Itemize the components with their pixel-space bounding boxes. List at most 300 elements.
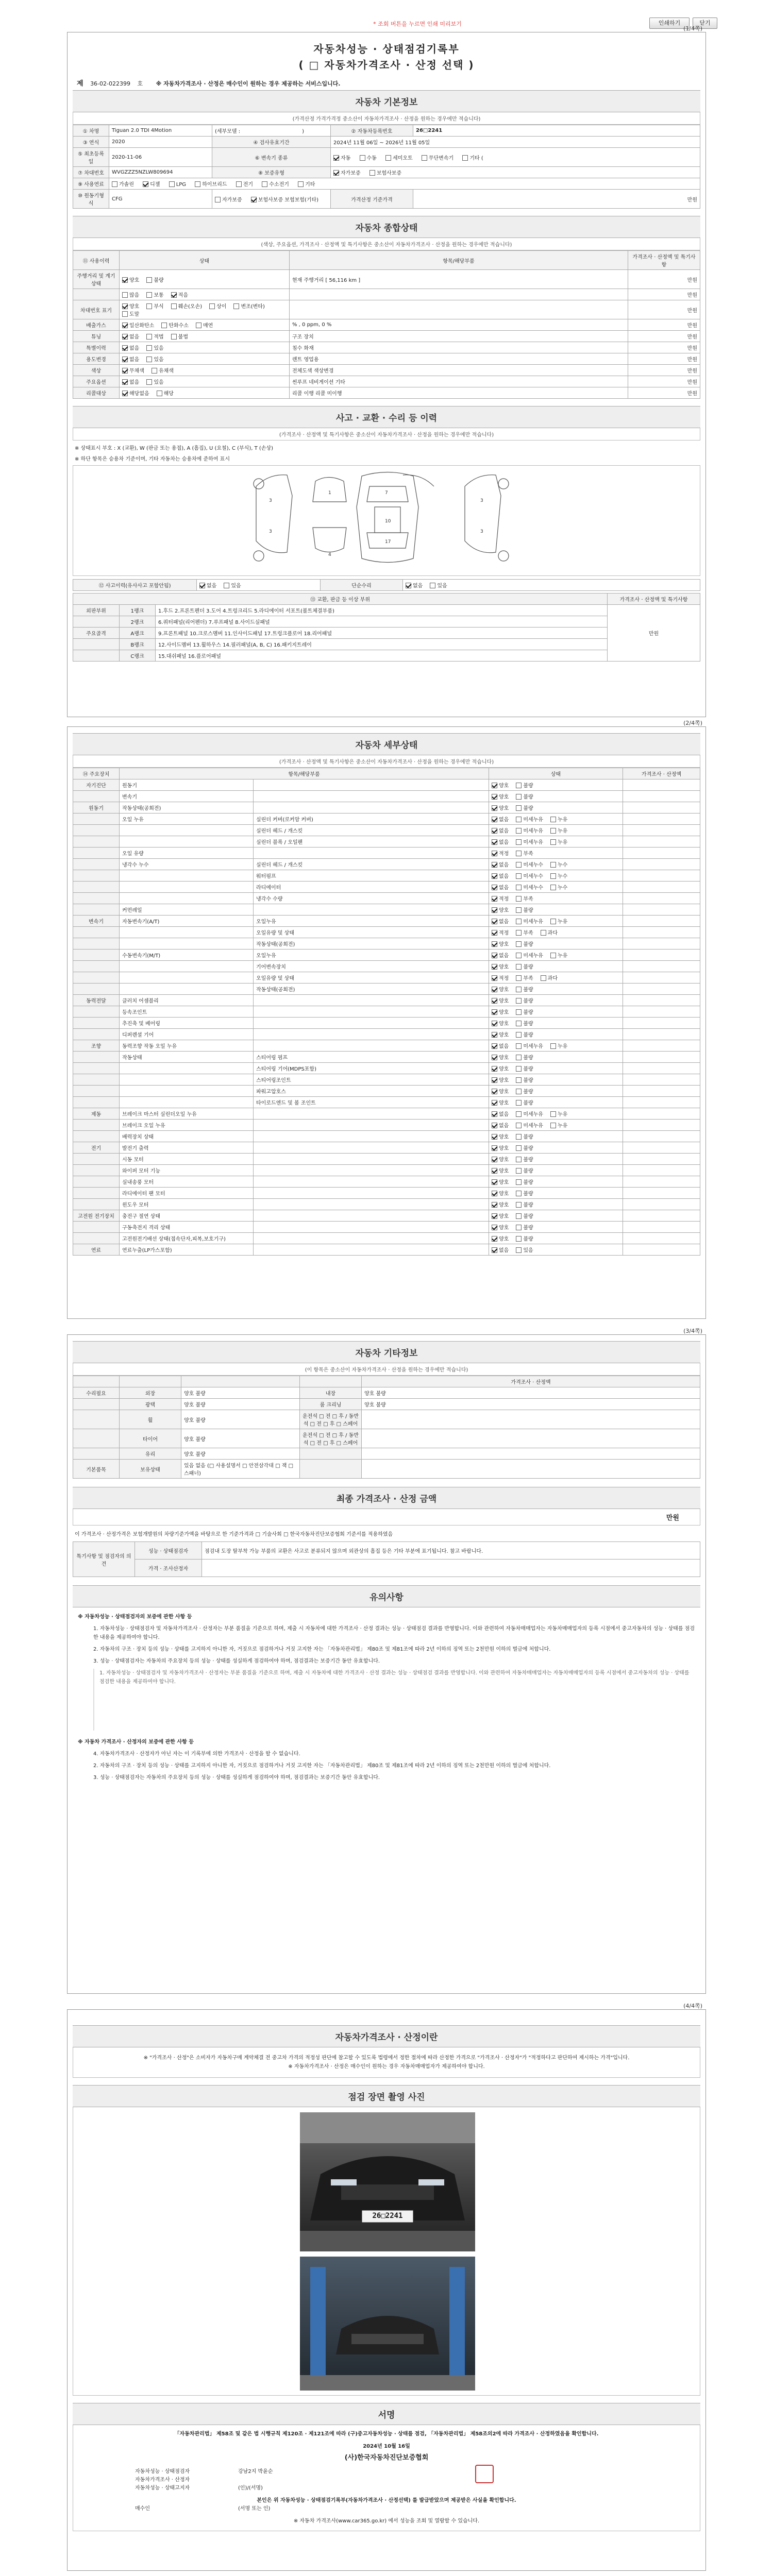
option-label: 누수 bbox=[557, 862, 568, 868]
opt: 세미오토 bbox=[393, 155, 413, 161]
receiver-value: (서명 또는 인) bbox=[238, 2505, 271, 2512]
issue-date: 2024년 10월 16일 bbox=[363, 2444, 410, 2449]
detail-row bbox=[73, 791, 700, 802]
other-cell: 보유상태 bbox=[120, 1460, 181, 1479]
option bbox=[146, 291, 163, 298]
status-options bbox=[489, 961, 623, 972]
notice-para: 2. 자동차의 구조 · 장치 등의 성능 · 상태를 고지하지 아니한 자, 거짓으로 점검하거나 거짓 고지한 자는 「자동차관리법」 제80조 및 제81조에 따라 2년 이하의 징역 또는 2천만원 이하의 벌금에 처합니다. bbox=[93, 1763, 551, 1769]
frame-table bbox=[73, 593, 700, 662]
option bbox=[541, 974, 558, 981]
option-label: 상이 bbox=[216, 304, 227, 310]
detail-row bbox=[73, 1074, 700, 1086]
option bbox=[492, 1155, 509, 1163]
option bbox=[516, 849, 533, 857]
car-front-image bbox=[300, 2112, 475, 2251]
detail-group bbox=[73, 1052, 120, 1063]
document-title: 자동차성능 · 상태점검기록부 bbox=[313, 43, 460, 55]
option-label: 불량 bbox=[523, 1010, 533, 1015]
checkbox bbox=[422, 155, 427, 161]
option-label: 양호 bbox=[499, 1157, 509, 1163]
option-label: 부족 bbox=[523, 930, 533, 936]
detail-row bbox=[73, 1086, 700, 1097]
detail-price bbox=[623, 1120, 700, 1131]
status-options bbox=[489, 825, 623, 836]
doc-number: 36-02-022399 bbox=[90, 80, 130, 87]
opt: 전기 bbox=[243, 182, 254, 188]
status-options bbox=[489, 1188, 623, 1199]
status-options bbox=[120, 289, 290, 300]
checkbox bbox=[516, 930, 522, 936]
detail-subpart bbox=[254, 1131, 489, 1142]
option-label: 훼손(오손) bbox=[178, 304, 203, 310]
label-appraiser: 가격 · 조사산정자 bbox=[135, 1560, 202, 1577]
frame-price: 만원 bbox=[608, 605, 700, 662]
detail-group: 자기진단 bbox=[73, 779, 120, 791]
checkbox bbox=[492, 1089, 497, 1094]
summary-item: 색상 bbox=[73, 365, 120, 376]
svg-text:3: 3 bbox=[269, 529, 272, 534]
detail-price bbox=[623, 1244, 700, 1256]
option-label: 양호 bbox=[499, 998, 509, 1004]
detail-part: 시동 모터 bbox=[120, 1154, 254, 1165]
photo-title: 점검 장면 촬영 사진 bbox=[73, 2085, 700, 2107]
frame-row bbox=[73, 650, 700, 662]
option-label: 누수 bbox=[557, 885, 568, 891]
detail-subpart: 스티어링조인트 bbox=[254, 1074, 489, 1086]
option bbox=[516, 1200, 533, 1208]
detail-price bbox=[623, 779, 700, 791]
status-options bbox=[489, 1165, 623, 1176]
opt: 없음 bbox=[413, 583, 423, 589]
checkbox bbox=[516, 1100, 522, 1106]
detail-part bbox=[120, 972, 254, 984]
other-cell bbox=[73, 1410, 120, 1429]
summary-row bbox=[73, 270, 700, 289]
label-inspector: 성능 · 상태점검자 bbox=[135, 1542, 202, 1560]
detail-row bbox=[73, 1176, 700, 1188]
checkbox bbox=[146, 303, 152, 309]
th: 가격조사 · 산정액 및 특기사항 bbox=[628, 251, 700, 270]
option bbox=[171, 332, 188, 340]
checkbox bbox=[550, 1043, 556, 1049]
option bbox=[516, 1132, 533, 1140]
checkbox bbox=[492, 1111, 497, 1117]
signer-label: 자동차가격조사 · 산정자 bbox=[135, 2477, 190, 2483]
option-label: 적정 bbox=[499, 976, 509, 981]
status-options bbox=[120, 387, 290, 399]
print-button[interactable]: 인쇄하기 bbox=[649, 18, 690, 29]
detail-subpart bbox=[254, 1199, 489, 1210]
option-label: 미세누유 bbox=[523, 953, 543, 959]
option-label: 양호 bbox=[499, 1089, 509, 1095]
checkbox bbox=[492, 873, 497, 879]
option bbox=[146, 344, 163, 351]
option-label: 누유 bbox=[557, 817, 568, 823]
detail-group bbox=[73, 1029, 120, 1040]
frame-row bbox=[73, 605, 700, 616]
checkbox bbox=[406, 583, 411, 588]
option bbox=[550, 883, 567, 891]
option-label: 과다 bbox=[547, 976, 558, 981]
frame-items: 12.사이드멤버 13.휠하우스 14.필러패널(A, B, C) 16.패키지트레이 bbox=[156, 639, 608, 650]
summary-item: 특별이력 bbox=[73, 342, 120, 353]
frame-rank: 2랭크 bbox=[120, 616, 156, 628]
checkbox bbox=[143, 181, 148, 187]
option bbox=[492, 838, 509, 845]
detail-row bbox=[73, 1199, 700, 1210]
detail-group bbox=[73, 882, 120, 893]
option bbox=[492, 815, 509, 823]
th bbox=[181, 1376, 300, 1387]
checkbox bbox=[171, 292, 177, 298]
detail-row bbox=[73, 1154, 700, 1165]
option bbox=[516, 1178, 533, 1185]
detail-subpart bbox=[254, 995, 489, 1006]
summary-row bbox=[73, 289, 700, 300]
option bbox=[492, 1223, 509, 1231]
svg-text:10: 10 bbox=[385, 519, 391, 524]
option-label: 미세누수 bbox=[523, 885, 543, 891]
value-year: 2020 bbox=[109, 137, 212, 148]
detail-part: 작동상태 bbox=[120, 1052, 254, 1063]
detail-subpart bbox=[254, 1040, 489, 1052]
detail-group bbox=[73, 1131, 120, 1142]
checkbox bbox=[516, 1202, 522, 1208]
detail-row bbox=[73, 1029, 700, 1040]
checkbox bbox=[122, 391, 128, 396]
appraisal-intro bbox=[73, 2047, 700, 2078]
status-options bbox=[489, 904, 623, 916]
option-label: 적법 bbox=[154, 334, 164, 340]
other-cell: 내장 bbox=[300, 1387, 362, 1399]
checkbox bbox=[516, 1043, 522, 1049]
checkbox bbox=[122, 292, 128, 298]
section-basic-note: (가격산정 가격가격정 중소산이 자동차가격조사 · 산정을 원하는 경우에만 적습니다) bbox=[73, 112, 700, 125]
frame-row bbox=[73, 628, 700, 639]
detail-part bbox=[120, 882, 254, 893]
summary-detail: 리콜 이행 리콜 미이행 bbox=[290, 387, 628, 399]
option-label: 불법 bbox=[178, 334, 188, 340]
option-label: 양호 bbox=[499, 1146, 509, 1151]
option bbox=[492, 1019, 509, 1027]
option-label: 적정 bbox=[499, 851, 509, 857]
detail-part bbox=[120, 961, 254, 972]
detail-part: 고전원전기배선 상태(접속단자,피복,보호기구) bbox=[120, 1233, 254, 1244]
th: 항목/해당부품 bbox=[290, 251, 628, 270]
checkbox bbox=[550, 817, 556, 822]
frame-items: 9.프론트패널 10.크로스멤버 11.인사이드패널 17.트렁크플로어 18.리어패널 bbox=[156, 628, 608, 639]
option-label: 누유 bbox=[557, 1044, 568, 1049]
status-options bbox=[489, 779, 623, 791]
checkbox bbox=[251, 197, 257, 202]
option-label: 적음 bbox=[178, 293, 188, 298]
basic-info-table bbox=[73, 125, 700, 209]
detail-price bbox=[623, 893, 700, 904]
other-cell: 운전석 □ 전 □ 후 / 동반석 □ 전 □ 후 □ 스페어 bbox=[300, 1429, 362, 1448]
option bbox=[492, 1053, 509, 1061]
summary-price: 만원 bbox=[628, 319, 700, 331]
checkbox bbox=[516, 783, 522, 788]
th: 가격조사 · 산정액 및 특기사항 bbox=[608, 594, 700, 605]
option bbox=[516, 1121, 543, 1129]
status-options bbox=[489, 836, 623, 848]
checkbox bbox=[492, 1066, 497, 1072]
detail-part: 실내송풍 모터 bbox=[120, 1176, 254, 1188]
detail-subpart bbox=[254, 1018, 489, 1029]
detail-price bbox=[623, 791, 700, 802]
detail-subpart bbox=[254, 1210, 489, 1222]
option-label: 양호 bbox=[499, 1225, 509, 1231]
lift-photo bbox=[300, 2257, 475, 2391]
option bbox=[492, 860, 509, 868]
checkbox bbox=[430, 583, 435, 588]
status-options bbox=[489, 1210, 623, 1222]
status-options bbox=[489, 995, 623, 1006]
detail-price bbox=[623, 836, 700, 848]
opt: 자동 bbox=[341, 155, 351, 161]
checkbox bbox=[122, 334, 128, 340]
detail-group: 전기 bbox=[73, 1142, 120, 1154]
summary-row bbox=[73, 331, 700, 342]
detail-row bbox=[73, 779, 700, 791]
checkbox bbox=[516, 805, 522, 811]
option bbox=[516, 883, 543, 891]
option bbox=[122, 366, 144, 374]
status-options bbox=[120, 353, 290, 365]
detail-part: 동력조향 작동 오일 누유 bbox=[120, 1040, 254, 1052]
checkbox bbox=[550, 1111, 556, 1117]
th: 상태 bbox=[489, 768, 623, 779]
option-label: 양호 bbox=[499, 1021, 509, 1027]
option bbox=[516, 1189, 533, 1197]
option bbox=[492, 974, 509, 981]
status-options bbox=[120, 270, 290, 289]
option-label: 없음 bbox=[499, 817, 509, 823]
detail-subpart bbox=[254, 1154, 489, 1165]
summary-detail bbox=[290, 300, 628, 319]
detail-part bbox=[120, 938, 254, 950]
option bbox=[516, 1030, 533, 1038]
detail-price bbox=[623, 1063, 700, 1074]
option bbox=[492, 1246, 509, 1253]
summary-row bbox=[73, 365, 700, 376]
detail-row bbox=[73, 927, 700, 938]
close-button[interactable]: 닫기 bbox=[693, 18, 717, 29]
detail-group bbox=[73, 1018, 120, 1029]
doc-number-row bbox=[77, 78, 696, 86]
checkbox bbox=[516, 1168, 522, 1174]
notice-heading-a: ※ 자동차성능 · 상태점검자의 보증에 관한 사항 등 bbox=[78, 1614, 192, 1620]
option bbox=[492, 1042, 509, 1049]
other-table bbox=[73, 1376, 700, 1479]
other-cell: 양호 불량 bbox=[181, 1399, 300, 1410]
option-label: 양호 bbox=[499, 1180, 509, 1185]
option bbox=[122, 332, 139, 340]
frame-items: 1.후드 2.프론트펜더 3.도어 4.트렁크리드 5.라디에이터 서포트(볼트체결부품) bbox=[156, 605, 608, 616]
section-detail-note: (가격조사 · 산정액 및 특기사항은 중소산이 자동차가격조사 · 산정을 원하는 경우에만 적습니다) bbox=[73, 755, 700, 768]
option bbox=[516, 1110, 543, 1117]
detail-part bbox=[120, 870, 254, 882]
checkbox bbox=[492, 794, 497, 800]
summary-detail: 현재 주행거리 [ 56,116 km ] bbox=[290, 270, 628, 289]
detail-group bbox=[73, 848, 120, 859]
option bbox=[146, 355, 163, 363]
option-label: 불량 bbox=[523, 1055, 533, 1061]
notice-para: 3. 성능 · 상태점검자는 자동차의 주요장치 등의 성능 · 상태를 성실하게 점검하여야 하며, 점검결과는 보증기간 동안 유효합니다. bbox=[93, 1775, 380, 1781]
option-label: 없음 bbox=[499, 862, 509, 868]
checkbox bbox=[516, 998, 522, 1004]
checkbox bbox=[550, 885, 556, 890]
checkbox bbox=[492, 805, 497, 811]
seal-stamp bbox=[475, 2465, 494, 2483]
detail-subpart bbox=[254, 1176, 489, 1188]
option bbox=[122, 389, 149, 397]
option-label: 없음 bbox=[499, 953, 509, 959]
option bbox=[492, 996, 509, 1004]
option-label: 미세누유 bbox=[523, 840, 543, 845]
detail-subpart bbox=[254, 1142, 489, 1154]
option-label: 양호 bbox=[499, 942, 509, 947]
checkbox bbox=[516, 794, 522, 800]
detail-price bbox=[623, 904, 700, 916]
status-options bbox=[120, 331, 290, 342]
accident-history-table bbox=[73, 579, 700, 591]
label-warranty: ⑧ 보증유형 bbox=[212, 167, 331, 178]
summary-item bbox=[73, 289, 120, 300]
detail-price bbox=[623, 972, 700, 984]
checkbox bbox=[516, 1077, 522, 1083]
status-options bbox=[489, 814, 623, 825]
option bbox=[550, 838, 567, 845]
option-label: 부족 bbox=[523, 851, 533, 857]
detail-group bbox=[73, 972, 120, 984]
checkbox bbox=[550, 839, 556, 845]
option-label: 부족 bbox=[523, 896, 533, 902]
detail-price bbox=[623, 1040, 700, 1052]
detail-row bbox=[73, 984, 700, 995]
detail-row bbox=[73, 1131, 700, 1142]
detail-part: 충전구 절연 상태 bbox=[120, 1210, 254, 1222]
issuing-org: (사)한국자동차진단보증협회 bbox=[344, 2454, 429, 2462]
opt: 무단변속기 bbox=[428, 155, 454, 161]
option-label: 누유 bbox=[557, 840, 568, 845]
summary-item: 주행거리 및 계기상태 bbox=[73, 270, 120, 289]
opt: 보험사보증 보험보험(기타) bbox=[258, 197, 319, 203]
checkbox bbox=[492, 964, 497, 970]
checkbox bbox=[516, 919, 522, 924]
checkbox bbox=[516, 1213, 522, 1219]
detail-part: 구동축전지 격리 상태 bbox=[120, 1222, 254, 1233]
opt: 보험사보증 bbox=[376, 171, 402, 176]
detail-price bbox=[623, 814, 700, 825]
checkbox bbox=[146, 345, 152, 351]
status-options bbox=[489, 802, 623, 814]
detail-price bbox=[623, 1210, 700, 1222]
option-label: 양호 bbox=[129, 277, 140, 283]
detail-subpart: 스티어링 펌프 bbox=[254, 1052, 489, 1063]
option bbox=[541, 928, 558, 936]
option-label: 양호 bbox=[499, 1168, 509, 1174]
detail-row bbox=[73, 870, 700, 882]
detail-group bbox=[73, 1154, 120, 1165]
detail-row bbox=[73, 1006, 700, 1018]
checkbox bbox=[122, 311, 128, 317]
detail-part bbox=[120, 927, 254, 938]
detail-price bbox=[623, 916, 700, 927]
option bbox=[516, 792, 533, 800]
other-row bbox=[73, 1460, 700, 1479]
option-label: 불량 bbox=[523, 1236, 533, 1242]
status-options bbox=[489, 1154, 623, 1165]
option bbox=[171, 291, 188, 298]
summary-row bbox=[73, 376, 700, 387]
detail-price bbox=[623, 1165, 700, 1176]
detail-subpart bbox=[254, 791, 489, 802]
option bbox=[492, 1200, 509, 1208]
option-label: 해당없음 bbox=[129, 391, 149, 397]
detail-subpart: 오일누유 bbox=[254, 950, 489, 961]
checkbox bbox=[157, 391, 162, 396]
option-label: 없음 bbox=[499, 1112, 509, 1117]
signature-statement: 「자동차관리법」 제58조 및 같은 법 시행규칙 제120조 · 제121조에 따라 (구)중고자동차성능 · 상태를 점검, 「자동차관리법」 제58조의2에 따라 가격조사 · 산정하였음을 확인합니다. bbox=[174, 2431, 599, 2437]
detail-subpart bbox=[254, 1006, 489, 1018]
option-label: 불량 bbox=[523, 1089, 533, 1095]
checkbox bbox=[550, 862, 556, 868]
option-label: 불량 bbox=[523, 1180, 533, 1185]
checkbox bbox=[195, 181, 200, 187]
option bbox=[516, 1212, 533, 1219]
option bbox=[516, 860, 543, 868]
opt: 수동 bbox=[366, 155, 377, 161]
other-cell bbox=[362, 1410, 700, 1429]
option bbox=[516, 1019, 533, 1027]
detail-price bbox=[623, 950, 700, 961]
detail-group bbox=[73, 1165, 120, 1176]
checkbox bbox=[550, 873, 556, 879]
checkbox bbox=[492, 851, 497, 856]
th bbox=[120, 1376, 181, 1387]
detail-subpart: 오일유량 및 상태 bbox=[254, 972, 489, 984]
option-label: 불량 bbox=[523, 1168, 533, 1174]
option-label: 있음 bbox=[154, 380, 164, 385]
detail-price bbox=[623, 984, 700, 995]
option bbox=[516, 928, 533, 936]
svg-text:3: 3 bbox=[480, 529, 483, 534]
checkbox bbox=[146, 379, 152, 385]
detail-price bbox=[623, 1154, 700, 1165]
detail-row bbox=[73, 938, 700, 950]
summary-price: 만원 bbox=[628, 331, 700, 342]
other-cell: 양호 불량 bbox=[362, 1399, 700, 1410]
checkbox bbox=[492, 1247, 497, 1253]
detail-subpart bbox=[254, 1165, 489, 1176]
doc-number-label: 제 bbox=[77, 80, 83, 88]
option bbox=[516, 962, 533, 970]
checkbox bbox=[333, 155, 339, 161]
signers bbox=[135, 2468, 679, 2493]
detail-row bbox=[73, 1165, 700, 1176]
summary-item: 주요옵션 bbox=[73, 376, 120, 387]
section-accident-note: (가격조사 · 산정액 및 특기사항은 중소산이 자동차가격조사 · 산정을 원하는 경우에만 적습니다) bbox=[73, 428, 700, 440]
checkbox bbox=[161, 323, 167, 328]
checkbox bbox=[550, 953, 556, 958]
checkbox bbox=[492, 1134, 497, 1140]
detail-subpart bbox=[254, 1188, 489, 1199]
status-options bbox=[489, 1244, 623, 1256]
svg-text:4: 4 bbox=[328, 552, 331, 557]
checkbox bbox=[492, 1043, 497, 1049]
section-basic-title: 자동차 기본정보 bbox=[73, 90, 700, 112]
